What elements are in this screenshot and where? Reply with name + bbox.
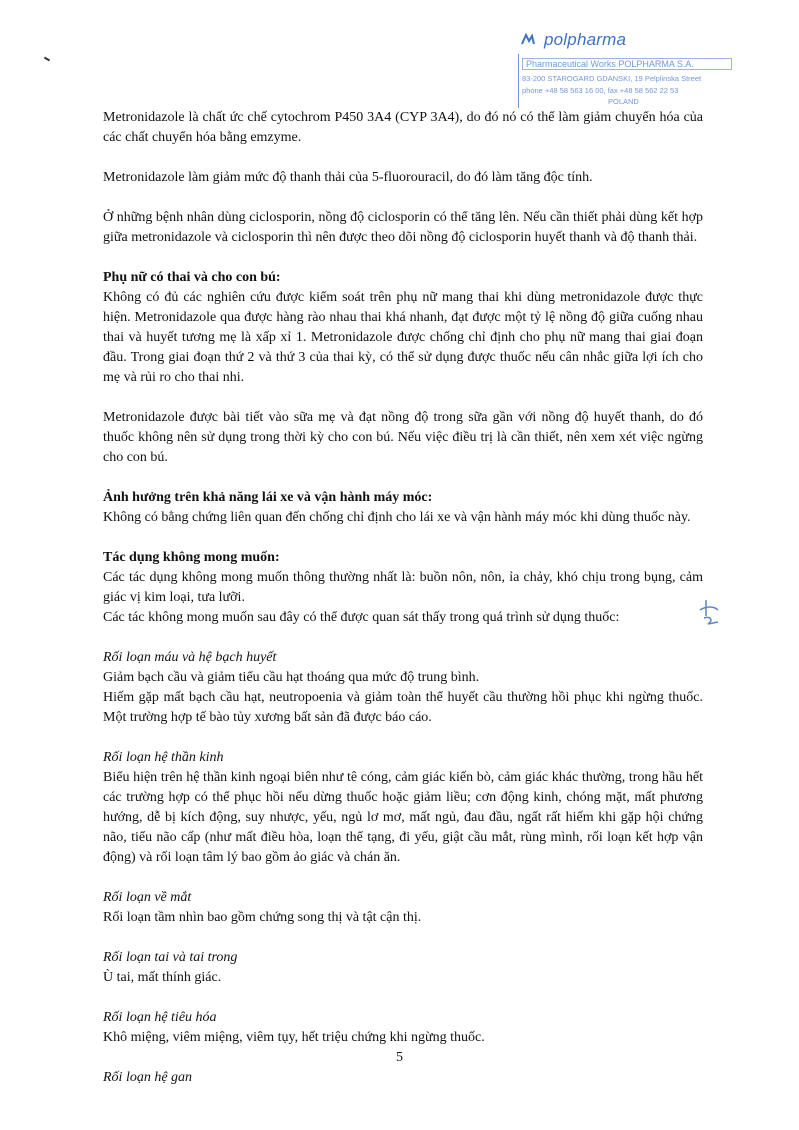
paragraph-pregnancy-1: Không có đủ các nghiên cứu được kiểm soát trên phụ nữ mang thai khi dùng metronidazole được thực hiện. Metronidazole qua được hàng rào nhau thai khá nhanh, đạt được một tỷ lệ nồng độ giữa cuống nhau thai và huyết tương mẹ là xấp xỉ 1. Metronidazole được chống chỉ định cho phụ nữ mang thai giai đoạn đầu. Trong giai đoạn thứ 2 và thứ 3 của thai kỳ, có thể sử dụng được thuốc nếu cân nhắc giữa lợi ích cho mẹ và rủi ro cho thai nhi. <box>103 290 703 385</box>
paragraph-cyp3a4: Metronidazole là chất ức chế cytochrom P450 3A4 (CYP 3A4), do đó nó có thể làm giảm chuyển hóa của các chất chuyển hóa bằng emzyme. <box>103 110 703 145</box>
paragraph-blood: Giảm bạch cầu và giảm tiểu cầu hạt thoáng qua mức độ trung bình. Hiếm gặp mất bạch cầu hạt, neutropoenia và giảm toàn thể huyết cầu thường hồi phục khi ngừng thuốc. Một trường hợp tế bào tủy xương bất sản đã được báo cáo. <box>103 670 703 725</box>
subhead-ear: Rối loạn tai và tai trong <box>103 950 238 965</box>
stamp-phone: phone +48 58 563 16 00, fax +48 58 562 22 53 <box>522 86 679 95</box>
paragraph-ciclosporin: Ở những bệnh nhân dùng ciclosporin, nồng độ ciclosporin có thể tăng lên. Nếu cần thiết phải dùng kết hợp giữa metronidazole và ciclosporin thì nên được theo dõi nồng độ ciclosporin huyết thanh và độ thanh thải. <box>103 210 703 245</box>
page-number: 5 <box>396 1050 403 1065</box>
paragraph-ear: Ù tai, mất thính giác. <box>103 970 222 985</box>
heading-pregnancy: Phụ nữ có thai và cho con bú: <box>103 270 281 285</box>
scan-mark <box>44 57 50 62</box>
paragraph-digestive: Khô miệng, viêm miệng, viêm tụy, hết triệu chứng khi ngừng thuốc. <box>103 1030 485 1045</box>
polpharma-logo-icon <box>520 32 536 48</box>
paragraph-fluorouracil: Metronidazole làm giảm mức độ thanh thải của 5-fluorouracil, do đó làm tăng độc tính. <box>103 170 593 185</box>
stamp-company-name: Pharmaceutical Works POLPHARMA S.A. <box>522 58 732 70</box>
subhead-blood: Rối loạn máu và hệ bạch huyết <box>103 650 277 665</box>
subhead-digestive: Rối loạn hệ tiêu hóa <box>103 1010 217 1025</box>
subhead-eye: Rối loạn về mắt <box>103 890 192 905</box>
paragraph-side-effects-2: Các tác không mong muốn sau đây có thể được quan sát thấy trong quá trình sử dụng thuốc: <box>103 610 620 625</box>
paragraph-pregnancy-2: Metronidazole được bài tiết vào sữa mẹ và đạt nồng độ trong sữa gần với nồng độ huyết thanh, do đó thuốc không nên sử dụng trong thời kỳ cho con bú. Nếu việc điều trị là cần thiết, nên xem xét việc ngừng cho con bú. <box>103 410 703 465</box>
heading-side-effects: Tác dụng không mong muốn: <box>103 550 280 565</box>
stamp-address: 83-200 STAROGARD GDANSKI, 19 Pelplinska Street <box>522 74 702 83</box>
paragraph-nervous: Biểu hiện trên hệ thần kinh ngoại biên như tê cóng, cảm giác kiến bò, cảm giác khác thường, trong hầu hết các trường hợp có thể phục hồi nếu dừng thuốc hoặc giảm liều; cơn động kinh, chóng mặt, mất phương hướng, dễ bị kích động, suy nhược, yếu, ngủ lơ mơ, mất ngủ, đau đầu, ngất rất hiếm khi gặp hội chứng não, tiểu não cấp (như mất điều hòa, loạn thể tạng, đi yếu, giật cầu mắt, rùng mình, rối loạn kết hợp vận động) và rối loạn tâm lý bao gồm ảo giác và chán ăn. <box>103 770 703 865</box>
subhead-liver: Rối loạn hệ gan <box>103 1070 193 1085</box>
heading-driving: Ảnh hưởng trên khả năng lái xe và vận hành máy móc: <box>103 490 433 505</box>
stamp-brand: polpharma <box>544 30 627 49</box>
paragraph-driving: Không có bằng chứng liên quan đến chống chỉ định cho lái xe và vận hành máy móc khi dùng thuốc này. <box>103 510 691 525</box>
paragraph-eye: Rối loạn tầm nhìn bao gồm chứng song thị và tật cận thị. <box>103 910 422 925</box>
company-stamp <box>512 22 734 114</box>
document-body <box>103 108 703 1088</box>
paragraph-side-effects-1: Các tác dụng không mong muốn thông thường nhất là: buồn nôn, nôn, ỉa chảy, khó chịu trong bụng, cảm giác vị kim loại, tưa lưỡi. <box>103 570 703 605</box>
stamp-country: POLAND <box>608 97 639 106</box>
subhead-nervous: Rối loạn hệ thần kinh <box>103 750 224 765</box>
initials-signature <box>696 596 724 630</box>
